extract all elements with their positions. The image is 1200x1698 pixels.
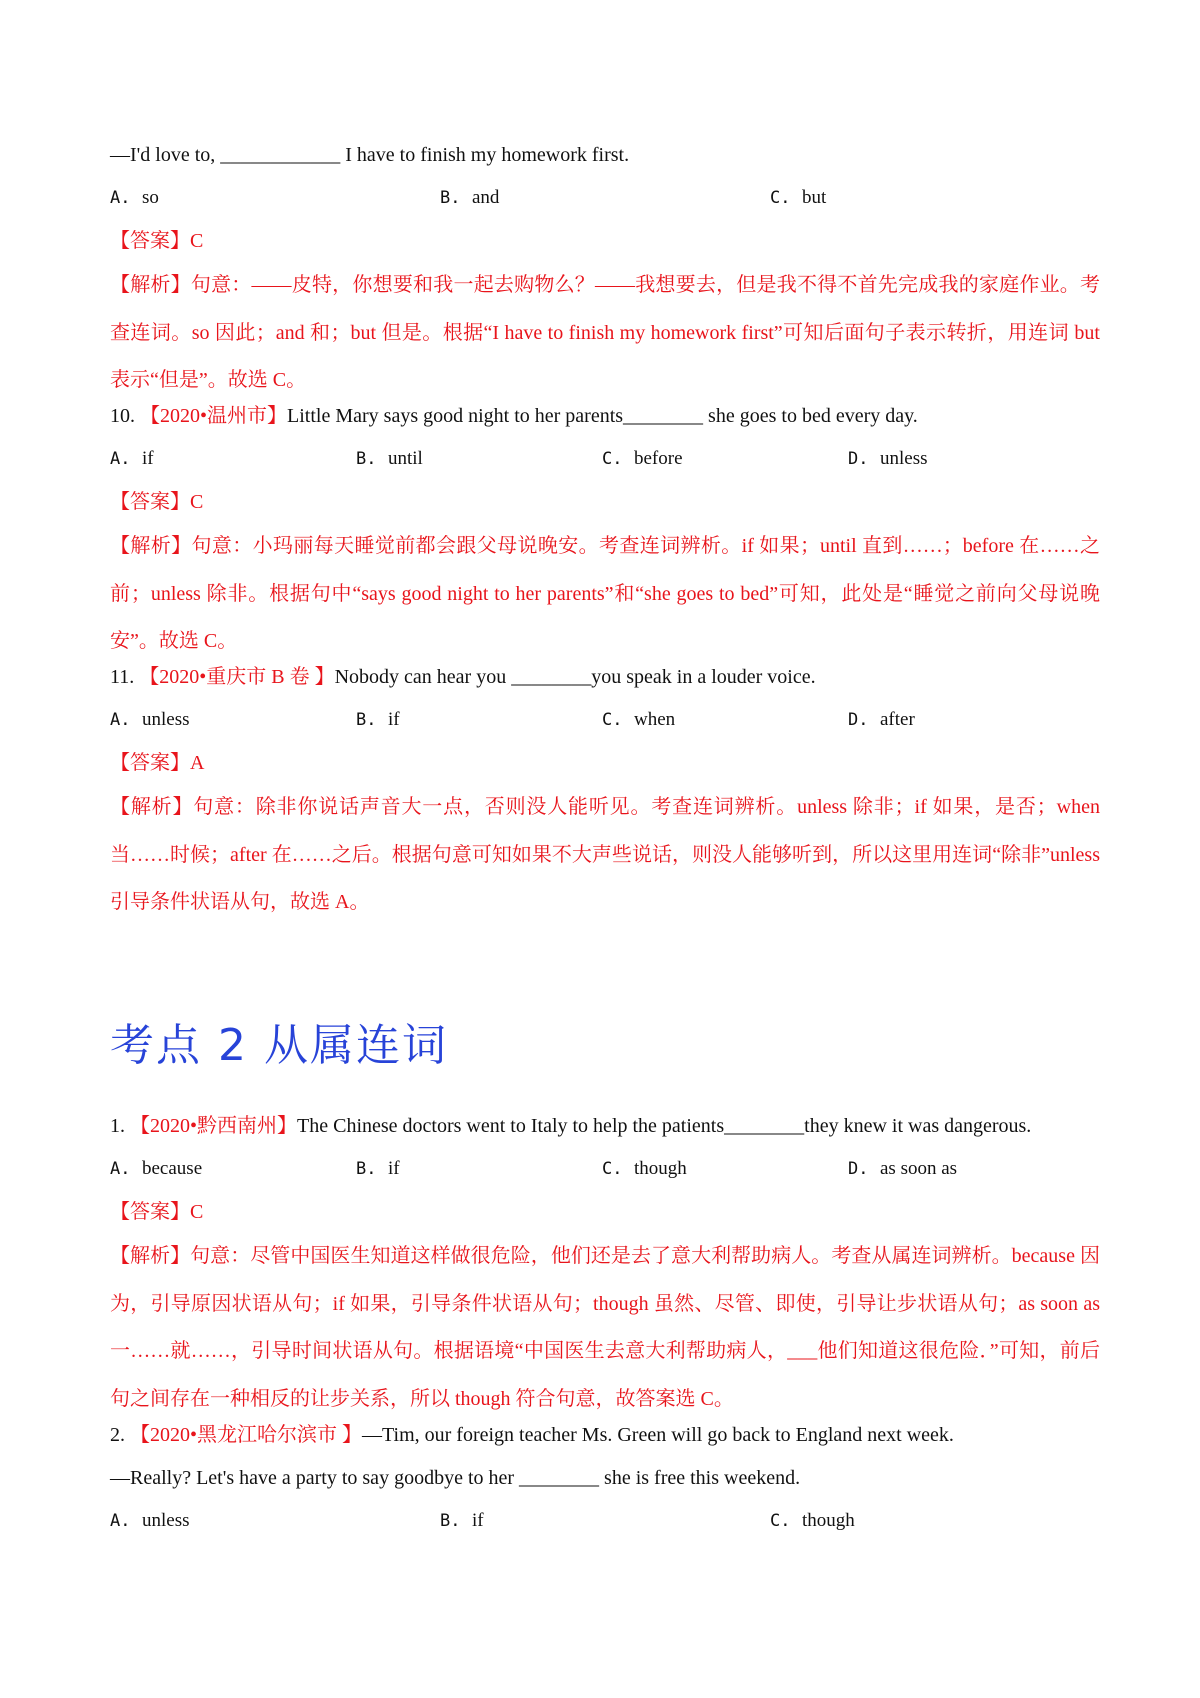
answer-label: 【答案】C xyxy=(110,230,204,252)
answer-label: 【答案】C xyxy=(110,491,204,513)
analysis-text: 【解析】句意：——皮特，你想要和我一起去购物么？——我想要去，但是我不得不首先完成我的家庭作业。考查连词。so 因此；and 和；but 但是。根据“I have to finish my homework first”可知后面句子表示转折，用连词 but 表示“但是”。故选 C。 xyxy=(110,274,1100,391)
option-a: A. because xyxy=(110,1158,203,1179)
answer-label: 【答案】C xyxy=(110,1201,204,1223)
option-d: D. as soon as xyxy=(848,1158,958,1179)
option-row xyxy=(110,1156,1100,1182)
option-row xyxy=(110,185,1100,211)
question-stem: 1. 【2020•黔西南州】The Chinese doctors went to Italy to help the patients________they knew it was dangerous. xyxy=(110,1115,1032,1137)
question-stem: —Really? Let's have a party to say goodbye to her ________ she is free this weekend. xyxy=(110,1467,801,1489)
analysis-text: 【解析】句意：尽管中国医生知道这样做很危险，他们还是去了意大利帮助病人。考查从属连词辨析。because 因为，引导原因状语从句；if 如果，引导条件状语从句；though 虽然、尽管、即使，引导让步状语从句；as soon as 一……就……，引导时间状语从句。根据语境“中国医生去意大利帮助病人，___他们知道这很危险．”可知，前后句之间存在一种相反的让步关系，所以 though 符合句意，故答案选 C。 xyxy=(110,1245,1100,1410)
analysis-text: 【解析】句意：小玛丽每天睡觉前都会跟父母说晚安。考查连词辨析。if 如果；until 直到……；before 在……之前；unless 除非。根据句中“says good night to her parents”和“she goes to bed”可知，此处是“睡觉之前向父母说晚安”。故选 C。 xyxy=(110,535,1100,652)
option-a: A. if xyxy=(110,448,154,469)
option-row xyxy=(110,446,1100,472)
option-c: C. though xyxy=(602,1158,687,1179)
option-row xyxy=(110,1508,1100,1534)
option-d: D. unless xyxy=(848,448,928,469)
option-c: C. when xyxy=(602,709,676,730)
option-b: B. if xyxy=(356,709,400,730)
analysis-text: 【解析】句意：除非你说话声音大一点，否则没人能听见。考查连词辨析。unless 除非；if 如果，是否；when 当……时候；after 在……之后。根据句意可知如果不大声些说话，则没人能够听到，所以这里用连词“除非”unless 引导条件状语从句，故选 A。 xyxy=(110,796,1100,913)
option-c: C. but xyxy=(770,187,827,208)
option-b: B. until xyxy=(356,448,423,469)
option-c: C. before xyxy=(602,448,683,469)
option-b: B. if xyxy=(356,1158,400,1179)
question-stem: —I'd love to, ____________ I have to finish my homework first. xyxy=(110,144,630,166)
question-stem: 11. 【2020•重庆市 B 卷 】Nobody can hear you ________you speak in a louder voice. xyxy=(110,666,816,688)
option-row xyxy=(110,707,1100,733)
option-a: A. so xyxy=(110,187,159,208)
question-stem: 2. 【2020•黑龙江哈尔滨市 】—Tim, our foreign teacher Ms. Green will go back to England next week. xyxy=(110,1424,954,1446)
option-b: B. if xyxy=(440,1510,484,1531)
section-heading: 考点 2 从属连词 xyxy=(110,1020,448,1071)
option-d: D. after xyxy=(848,709,915,730)
option-a: A. unless xyxy=(110,709,190,730)
option-b: B. and xyxy=(440,187,500,208)
question-stem: 10. 【2020•温州市】Little Mary says good night to her parents________ she goes to bed every day. xyxy=(110,405,918,427)
option-a: A. unless xyxy=(110,1510,190,1531)
answer-label: 【答案】A xyxy=(110,752,205,774)
option-c: C. though xyxy=(770,1510,855,1531)
